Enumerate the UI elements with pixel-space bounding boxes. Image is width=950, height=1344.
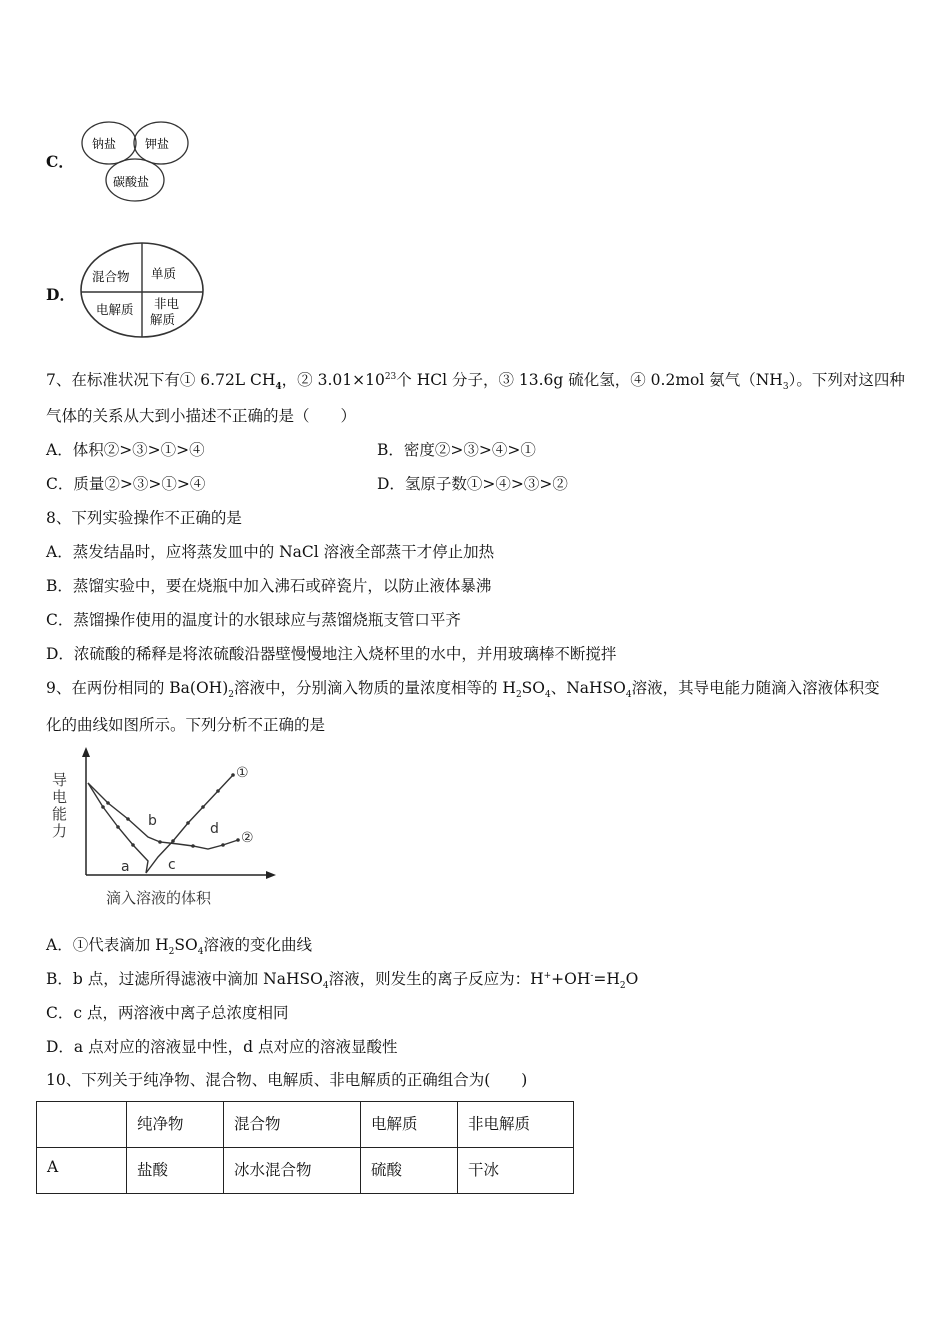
q7-stem-line1: 7、在标准状况下有① 6.72L $CH_4$，② $3.01\times 10^{23}$个 HCl 分子，③ 13.6g 硫化氢，④ 0.2mol 氨气$(NH_3)$。下列对这四种 xyxy=(46,371,905,393)
q10-table xyxy=(36,1101,574,1194)
label-electrolyte: 电解质 xyxy=(96,302,134,317)
curve-2-point xyxy=(106,801,110,805)
q10-stem: 10、下列关于纯净物、混合物、电解质、非电解质的正确组合为( ) xyxy=(46,1071,528,1089)
q8-option-c: C．蒸馏操作使用的温度计的水银球应与蒸馏烧瓶支管口平齐 xyxy=(46,611,461,629)
curve-1-point xyxy=(131,843,135,847)
q8-option-b: B．蒸馏实验中，要在烧瓶中加入沸石或碎瓷片，以防止液体暴沸 xyxy=(46,577,492,595)
point-c-label: c xyxy=(168,857,176,873)
table-cell: 硫酸 xyxy=(361,1148,458,1194)
q7-option-c: C．质量②>③>①>④ xyxy=(46,475,206,493)
curve-2-point xyxy=(191,844,195,848)
table-header-cell: 混合物 xyxy=(224,1102,361,1148)
q8-option-a: A．蒸发结晶时，应将蒸发皿中的 NaCl 溶液全部蒸干才停止加热 xyxy=(46,543,495,561)
table-header-cell xyxy=(37,1102,127,1148)
y-axis-arrow xyxy=(82,747,90,757)
point-d-label: d xyxy=(210,821,219,837)
venn-diagram xyxy=(78,120,194,204)
q9-stem-line1: 9、在两份相同的 $Ba(OH)_2$溶液中，分别滴入物质的量浓度相等的 $H_2SO_4$、NaHSO$_4$溶液，其导电能力随滴入溶液体积变 xyxy=(46,679,880,701)
table-row xyxy=(37,1148,574,1194)
q7-option-d: D．氢原子数①>④>③>② xyxy=(377,475,568,493)
y-label-char: 导 xyxy=(52,771,68,789)
q8-option-d: D．浓硫酸的稀释是将浓硫酸沿器壁慢慢地注入烧杯里的水中，并用玻璃棒不断搅拌 xyxy=(46,645,617,663)
q7-stem-line2: 气体的关系从大到小描述不正确的是（ ） xyxy=(46,407,357,425)
label-mixture: 混合物 xyxy=(92,269,130,284)
label-non-electrolyte-1: 非电 xyxy=(154,296,180,311)
curve-2-label: ② xyxy=(241,830,254,846)
curve-1-point xyxy=(231,773,235,777)
curve-2-point xyxy=(221,843,225,847)
venn-label-carbonate: 碳酸盐 xyxy=(113,175,150,189)
classification-diagram xyxy=(78,240,208,342)
point-b-label: b xyxy=(148,813,157,829)
option-d-label: D． xyxy=(46,285,75,304)
q9-option-c: C．c 点，两溶液中离子总浓度相同 xyxy=(46,1004,289,1022)
table-cell: 冰水混合物 xyxy=(224,1148,361,1194)
table-header-row xyxy=(37,1102,574,1148)
curve-1-point xyxy=(116,825,120,829)
q9-option-b: B．b 点，过滤所得滤液中滴加 NaHSO$_4$溶液，则发生的离子反应为：$H^++OH^-=H_2O$ xyxy=(46,970,639,992)
point-a-label: a xyxy=(121,859,130,875)
x-axis-label: 滴入溶液的体积 xyxy=(106,889,212,907)
table-cell: A xyxy=(37,1148,127,1194)
table-header-cell: 非电解质 xyxy=(458,1102,574,1148)
option-c-label: C． xyxy=(46,152,74,171)
y-label-char: 电 xyxy=(52,788,68,806)
curve-2-point xyxy=(236,838,240,842)
y-label-char: 能 xyxy=(52,805,68,823)
conductivity-graph xyxy=(48,745,288,910)
curve-1-label: ① xyxy=(236,765,249,781)
curve-2-point xyxy=(126,817,130,821)
curve-1-point xyxy=(216,789,220,793)
table-header-cell: 电解质 xyxy=(361,1102,458,1148)
q7-option-a: A．体积②>③>①>④ xyxy=(46,441,205,459)
q9-option-d: D．a 点对应的溶液显中性，d 点对应的溶液显酸性 xyxy=(46,1038,398,1056)
q9-stem-line2: 化的曲线如图所示。下列分析不正确的是 xyxy=(46,716,326,734)
table-header-cell: 纯净物 xyxy=(127,1102,224,1148)
venn-label-sodium: 钠盐 xyxy=(92,137,117,151)
q8-stem: 8、下列实验操作不正确的是 xyxy=(46,509,242,527)
x-axis-arrow xyxy=(266,871,276,879)
curve-1-point xyxy=(186,821,190,825)
y-label-char: 力 xyxy=(52,822,68,840)
label-non-electrolyte-2: 解质 xyxy=(150,312,176,327)
label-element: 单质 xyxy=(151,266,177,281)
curve-1-point xyxy=(101,805,105,809)
venn-label-potassium: 钾盐 xyxy=(145,137,170,151)
q7-option-b: B．密度②>③>④>① xyxy=(377,441,536,459)
curve-1-point xyxy=(201,805,205,809)
curve-1-point xyxy=(171,839,175,843)
curve-2-point xyxy=(158,840,162,844)
table-cell: 盐酸 xyxy=(127,1148,224,1194)
q9-option-a: A．①代表滴加 $H_2SO_4$溶液的变化曲线 xyxy=(46,936,312,958)
table-cell: 干冰 xyxy=(458,1148,574,1194)
